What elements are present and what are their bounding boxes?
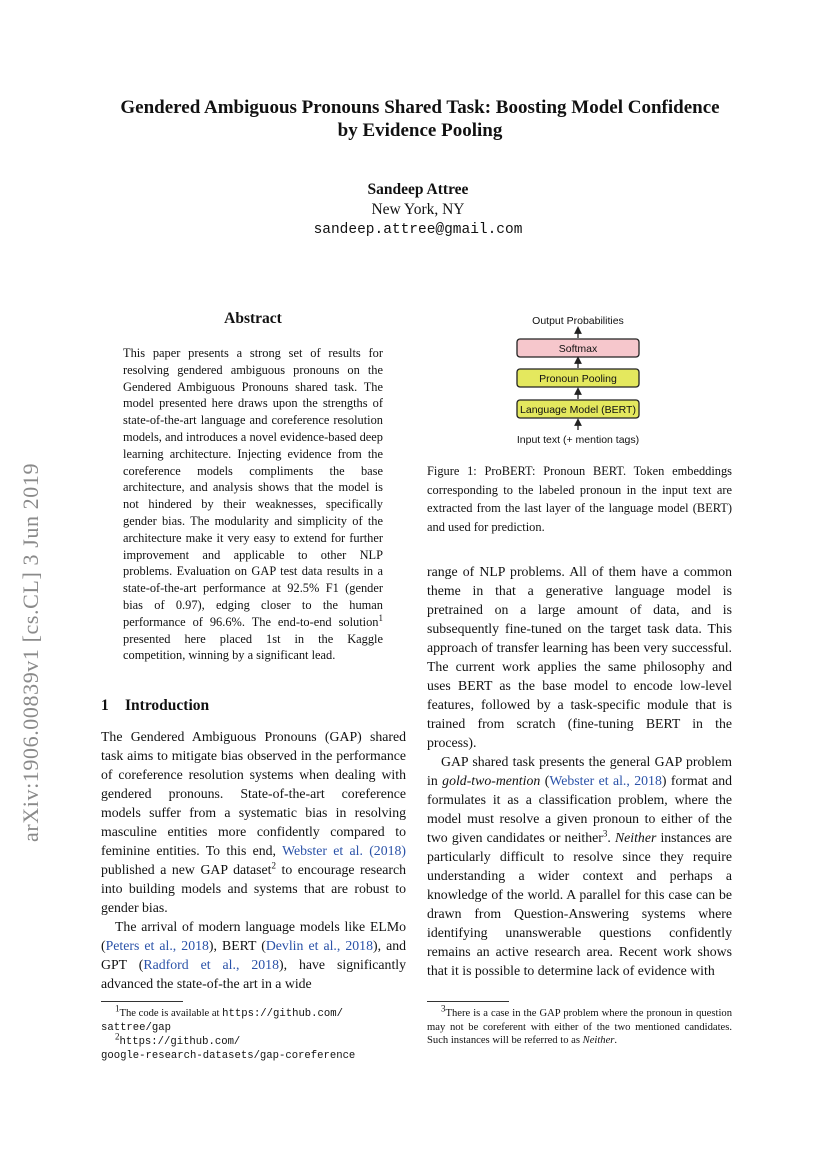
citation-peters[interactable]: Peters et al., 2018	[105, 938, 209, 953]
footnote-2	[101, 1031, 411, 1050]
footnote-1	[101, 1003, 411, 1022]
section-number: 1	[101, 697, 109, 714]
figure-1-diagram	[500, 310, 660, 450]
title-line-2: by Evidence Pooling	[337, 120, 503, 141]
footnote-3-end: .	[614, 1035, 618, 1046]
citation-radford[interactable]: Radford et al., 2018	[143, 957, 279, 972]
text-span: The Gendered Ambiguous Pronouns (GAP) shared task aims to mitigate bias observed in the performance of coreference resolution systems when dealing with gendered pronouns. State-of-the-art coreference models suffer from a systematic bias in resolving masculine entities more confidently compared to feminine entities. To this end,	[101, 729, 406, 858]
footnote-1-mark: 1	[115, 1003, 120, 1014]
citation-devlin[interactable]: Devlin et al., 2018	[265, 938, 373, 953]
text-span: ) format and formulates it as a classification problem, where the model must resolve a given pronoun to either of the two given candidates or neither	[427, 773, 732, 845]
footnote-3-mark: 3	[441, 1003, 446, 1014]
author-affiliation: New York, NY	[371, 201, 465, 218]
section-title: Introduction	[125, 697, 210, 714]
footnote-2-link[interactable]: https://github.com/	[119, 1036, 241, 1048]
text-span: ), and GPT (	[101, 938, 406, 972]
abstract-text	[123, 345, 383, 664]
footnote-mark-2[interactable]: 2	[271, 860, 276, 871]
abstract-heading: Abstract	[224, 310, 282, 327]
footnote-3-text: There is a case in the GAP problem where the pronoun in question may not be coreferent with either of the two mentioned candidates. Such instances will be referred to as	[427, 1008, 732, 1046]
text-span: to encourage research into building models and systems that are robust to gender bias.	[101, 862, 407, 915]
footnote-2-link-cont[interactable]: google-research-datasets/gap-coreference	[101, 1049, 356, 1062]
emphasis-neither: Neither	[614, 830, 657, 845]
right-column-body	[427, 562, 732, 980]
text-span: ), have significantly advanced the state-of-the art in a wide	[101, 957, 407, 991]
paper-title	[90, 96, 750, 142]
footnote-3-emphasis: Neither	[582, 1035, 615, 1046]
text-span: .	[607, 830, 615, 845]
title-line-1: Gendered Ambiguous Pronouns Shared Task: Boosting Model Confidence	[120, 97, 720, 118]
softmax-label: Softmax	[558, 343, 598, 355]
abstract-text-part-2: presented here placed 1st in the Kaggle competition, winning by a significant lead.	[123, 631, 383, 663]
footnote-1-link[interactable]: https://github.com/	[222, 1008, 343, 1020]
emphasis-gold-two-mention: gold-two-mention	[442, 773, 541, 788]
footnote-mark-1: 1	[378, 612, 383, 623]
intro-paragraph-2	[101, 917, 406, 993]
footnotes-left	[101, 1003, 411, 1063]
text-span: ), BERT (	[208, 938, 266, 953]
footnote-3	[427, 1003, 732, 1048]
footnote-rule-right	[427, 1001, 509, 1002]
intro-paragraph-1	[101, 727, 406, 917]
author-block	[0, 180, 828, 240]
footnote-2-mark: 2	[115, 1031, 120, 1042]
text-span: published a new GAP dataset	[101, 862, 272, 877]
text-span: The arrival of modern language models like ELMo (	[101, 919, 406, 953]
text-span: instances are particularly difficult to resolve since they require understanding a wider context and perhaps a knowledge of the world. A parallel for this case can be drawn from Question-Answering systems where identifying unanswerable questions confidently remains an active research area. Recent work shows that it is possible to determine lack of evidence with	[427, 830, 732, 978]
author-name: Sandeep Attree	[367, 181, 469, 198]
author-email[interactable]: sandeep.attree@gmail.com	[313, 222, 523, 238]
footnote-rule-left	[101, 1001, 183, 1002]
footnote-1-text: The code is available at	[119, 1008, 223, 1019]
citation-webster-2[interactable]: Webster et al., 2018	[549, 773, 662, 788]
right-paragraph-1: range of NLP problems. All of them have a common theme in that a generative language model is pretrained on a large amount of data, and is subsequently fine-tuned on the target task data. This approach of transfer learning has been very successful. The current work applies the same philosophy and uses BERT as the base model to encode low-level features, followed by a task-specific module that is trained from scratch (fine-tuning BERT in the process).	[427, 564, 732, 750]
figure-input-label: Input text (+ mention tags)	[516, 434, 640, 446]
abstract-text-part-1: This paper presents a strong set of results for resolving gendered ambiguous pronouns on the Gendered Ambiguous Pronouns shared task. The model presented here draws upon the strengths of state-of-the-art language and coreference resolution models, and introduces a novel evidence-based deep learning architecture. Injecting evidence from the coreference models compliments the base architecture, and analysis shows that the model is not hindered by their weaknesses, specifically gender bias. The modularity and simplicity of the architecture make it very easy to extend for further improvement and applicable to other NLP problems. Evaluation on GAP test data results in a state-of-the-art performance at 92.5% F1 (gender bias of 0.97), edging closer to the human performance of 96.6%. The end-to-end solution	[123, 346, 383, 629]
right-paragraph-2	[427, 752, 732, 980]
text-span: GAP shared task presents the general GAP problem in	[427, 754, 732, 788]
footnote-1-link-cont[interactable]: sattree/gap	[101, 1021, 171, 1034]
left-column-body	[101, 727, 406, 993]
pronoun-pooling-label: Pronoun Pooling	[539, 373, 617, 385]
footnote-mark-3[interactable]: 3	[602, 828, 608, 839]
language-model-label: Language Model (BERT)	[520, 404, 636, 416]
arxiv-stamp: arXiv:1906.00839v1 [cs.CL] 3 Jun 2019	[18, 462, 43, 842]
section-heading-introduction	[101, 697, 209, 715]
figure-output-label: Output Probabilities	[532, 315, 624, 327]
citation-webster[interactable]: Webster et al. (2018)	[282, 843, 406, 858]
text-span: (	[540, 773, 550, 788]
figure-1-caption: Figure 1: ProBERT: Pronoun BERT. Token embeddings corresponding to the labeled pronoun in the input text are extracted from the last layer of the language model (BERT) and used for prediction.	[427, 464, 732, 534]
